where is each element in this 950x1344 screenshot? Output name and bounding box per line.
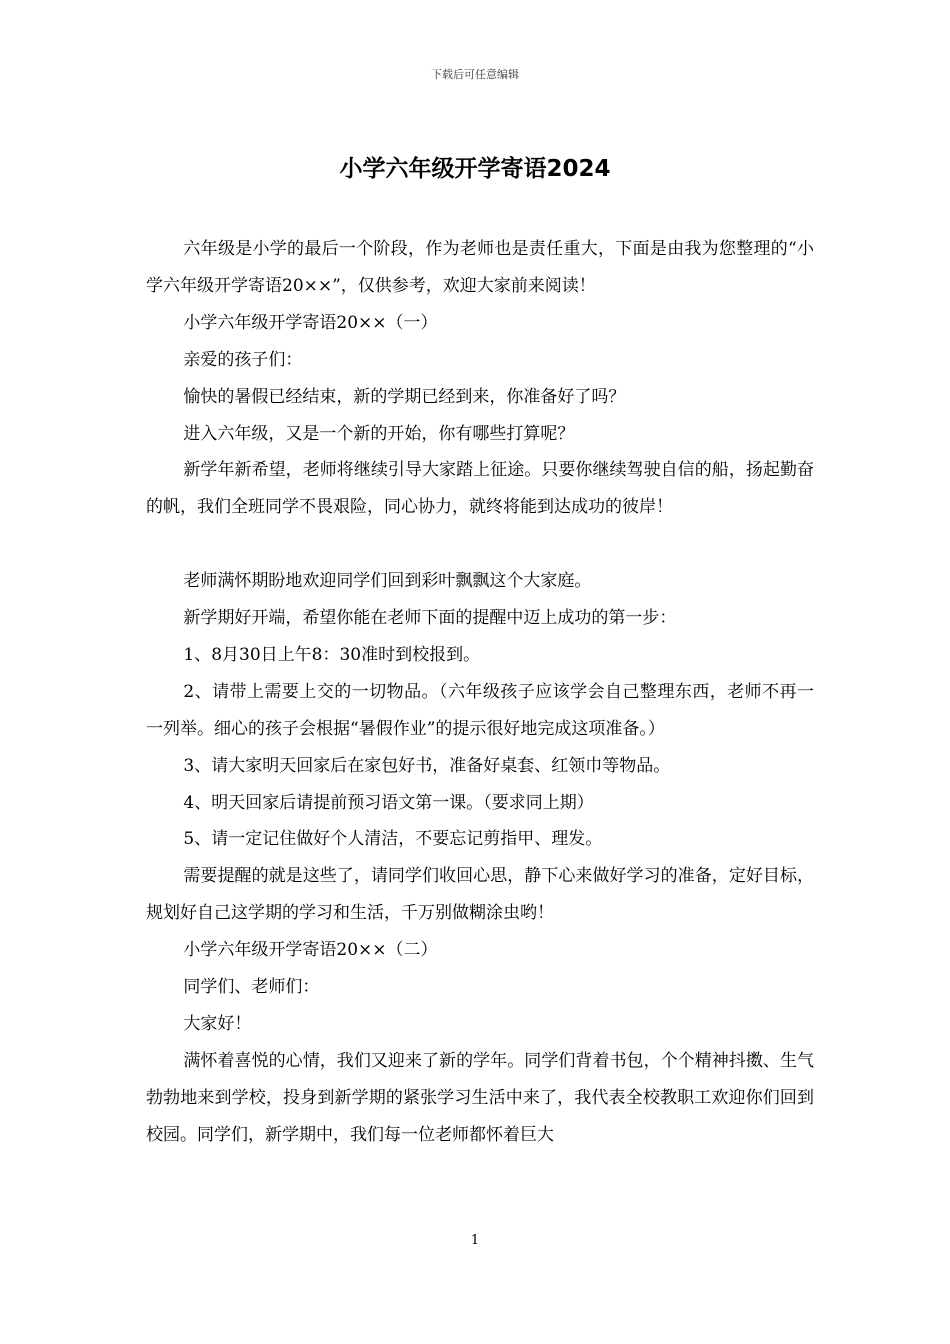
list-item: 3、请大家明天回家后在家包好书，准备好桌套、红领巾等物品。 xyxy=(183,755,671,776)
header-note: 下载后可任意编辑 xyxy=(431,68,519,81)
list-item: 1、8月30日上午8：30准时到校报到。 xyxy=(183,644,481,665)
paragraph: 进入六年级，又是一个新的开始，你有哪些打算呢？ xyxy=(183,423,575,444)
list-item: 4、明天回家后请提前预习语文第一课。（要求同上期） xyxy=(183,792,594,813)
salutation: 同学们、老师们： xyxy=(183,977,320,998)
document-body xyxy=(146,231,814,1154)
list-item: 5、请一定记住做好个人清洁，不要忘记剪指甲、理发。 xyxy=(183,829,603,850)
list-item: 2、请带上需要上交的一切物品。（六年级孩子应该学会自己整理东西，老师不再一一列举。细心的孩子会根据“暑假作业”的提示很好地完成这项准备。） xyxy=(146,681,814,739)
paragraph: 需要提醒的就是这些了，请同学们收回心思，静下心来做好学习的准备，定好目标，规划好自己这学期的学习和生活，千万别做糊涂虫哟！ xyxy=(146,866,814,924)
salutation: 亲爱的孩子们： xyxy=(183,349,303,370)
section-heading-1: 小学六年级开学寄语20××（一） xyxy=(183,312,438,333)
paragraph-intro: 六年级是小学的最后一个阶段，作为老师也是责任重大，下面是由我为您整理的“小学六年级开学寄语20××”，仅供参考，欢迎大家前来阅读！ xyxy=(146,239,814,296)
blank-line xyxy=(146,526,814,563)
page-number: 1 xyxy=(470,1233,480,1248)
paragraph: 愉快的暑假已经结束，新的学期已经到来，你准备好了吗？ xyxy=(183,386,626,407)
paragraph: 满怀着喜悦的心情，我们又迎来了新的学年。同学们背着书包，个个精神抖擞、生气勃勃地来到学校，投身到新学期的紧张学习生活中来了，我代表全校教职工欢迎你们回到校园。同学们，新学期中，我们每一位老师都怀着巨大 xyxy=(146,1050,814,1145)
greeting: 大家好！ xyxy=(183,1014,252,1035)
paragraph: 老师满怀期盼地欢迎同学们回到彩叶飘飘这个大家庭。 xyxy=(183,571,592,592)
paragraph: 新学期好开端，希望你能在老师下面的提醒中迈上成功的第一步： xyxy=(183,608,677,629)
section-heading-2: 小学六年级开学寄语20××（二） xyxy=(183,940,438,961)
document-title: 小学六年级开学寄语2024 xyxy=(339,156,611,182)
paragraph: 新学年新希望，老师将继续引导大家踏上征途。只要你继续驾驶自信的船，扬起勤奋的帆，我们全班同学不畏艰险，同心协力，就终将能到达成功的彼岸！ xyxy=(146,460,814,518)
